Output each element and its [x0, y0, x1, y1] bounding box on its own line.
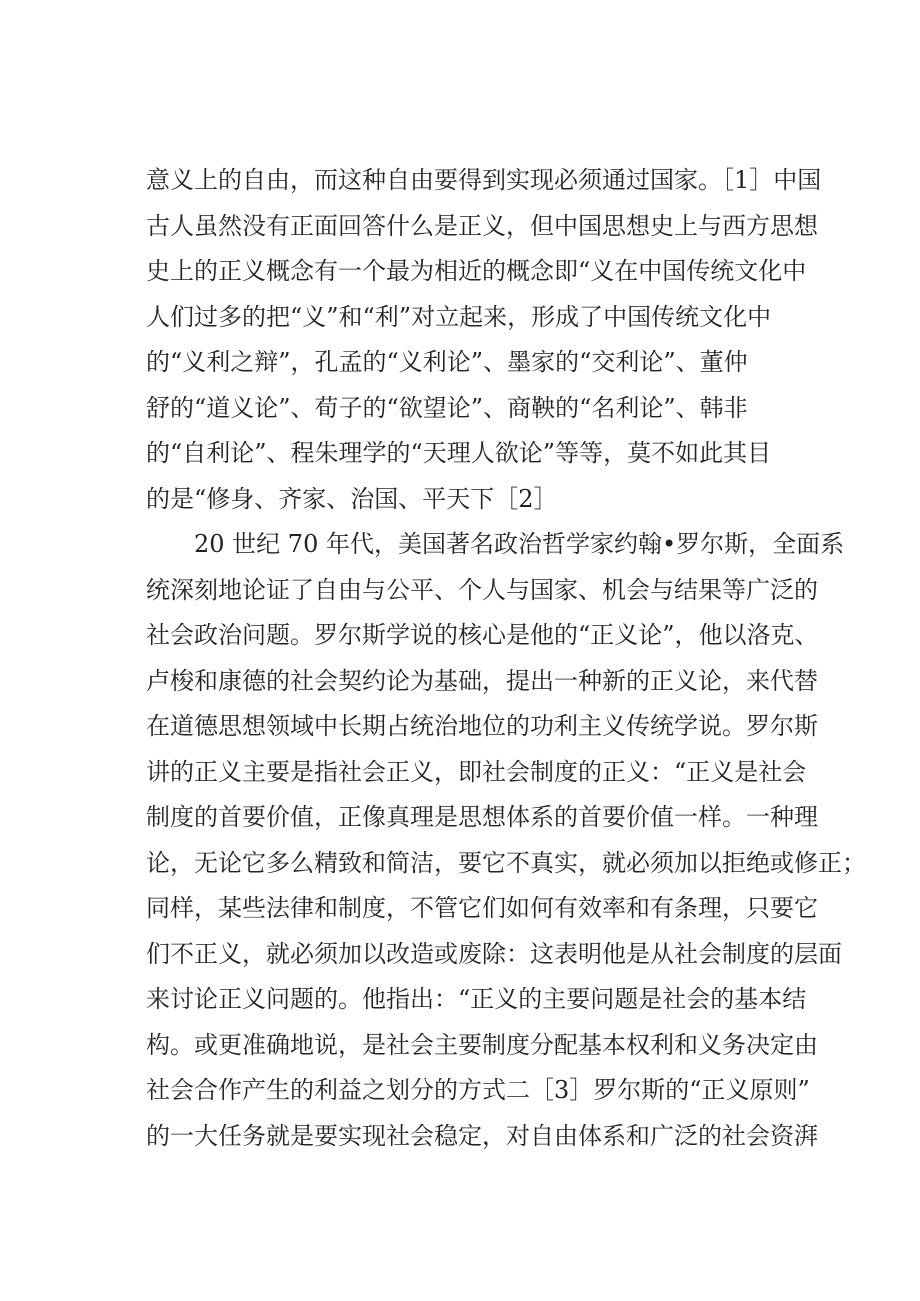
- text-line: 统深刻地论证了自由与公平、个人与国家、机会与结果等广泛的: [146, 575, 818, 604]
- text-line: 社会政治问题。罗尔斯学说的核心是他的“正义论”，他以洛克、: [146, 621, 819, 649]
- text-line: 制度的首要价值，正像真理是思想体系的首要价值一样。一种理: [146, 803, 818, 831]
- text-line: 社会合作产生的利益之划分的方式二［3］罗尔斯的“正义原则”: [146, 1076, 810, 1104]
- text-line: 20 世纪 70 年代，美国著名政治哲学家约翰•罗尔斯，全面系: [194, 530, 845, 558]
- text-line: 人们过多的把“义”和“利”对立起来，形成了中国传统文化中: [146, 302, 772, 331]
- text-line: 的“自利论”、程朱理学的“天理人欲论”等等，莫不如此其目: [146, 439, 772, 467]
- text-line: 舒的“道义论”、荀子的“欲望论”、商鞅的“名利论”、韩非: [146, 393, 748, 422]
- text-line: 史上的正义概念有一个最为相近的概念即“义在中国传统文化中: [146, 257, 807, 285]
- text-line: 的“义利之辩”，孔孟的“义利论”、墨家的“交利论”、董仲: [146, 348, 748, 376]
- text-line: 的一大任务就是要实现社会稳定，对自由体系和广泛的社会资湃: [146, 1121, 818, 1150]
- text-line: 的是“修身、齐家、治国、平天下［2］: [146, 484, 558, 513]
- text-line: 古人虽然没有正面回答什么是正义，但中国思想史上与西方思想: [146, 211, 818, 240]
- text-line: 论，无论它多么精致和简洁，要它不真实，就必须加以拒绝或修正；: [146, 848, 866, 877]
- text-line: 同样，某些法律和制度，不管它们如何有效率和有条理，只要它: [146, 894, 818, 922]
- text-line: 意义上的自由，而这种自由要得到实现必须通过国家。［1］中国: [146, 166, 822, 194]
- text-line: 来讨论正义问题的。他指出：“正义的主要问题是社会的基本结: [146, 985, 807, 1013]
- text-line: 构。或更准确地说，是社会主要制度分配基本权利和义务决定由: [146, 1030, 818, 1059]
- paragraph-1: [146, 158, 826, 522]
- text-line: 在道德思想领域中长期占统治地位的功利主义传统学说。罗尔斯: [146, 712, 818, 740]
- text-line: 们不正义，就必须加以改造或废除：这表明他是从社会制度的层面: [146, 939, 842, 968]
- text-line: 卢梭和康德的社会契约论为基础，提出一种新的正义论，来代替: [146, 666, 818, 695]
- text-line: 讲的正义主要是指社会正义，即社会制度的正义：“正义是社会: [146, 757, 807, 786]
- paragraph-2: [146, 522, 866, 1159]
- body-text: [146, 158, 866, 1159]
